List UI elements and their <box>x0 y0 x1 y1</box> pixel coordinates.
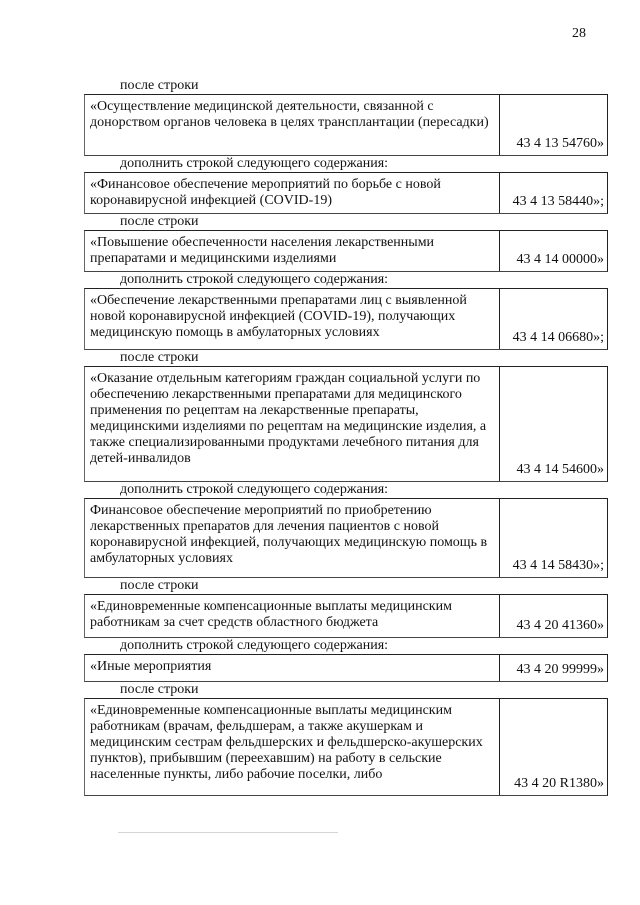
page-number: 28 <box>572 26 586 41</box>
row-code: 43 4 13 54760» <box>516 136 604 151</box>
instruction-text: дополнить строкой следующего содержания: <box>120 638 389 653</box>
row-code: 43 4 14 06680»; <box>512 330 604 345</box>
instruction-text: дополнить строкой следующего содержания: <box>120 482 389 497</box>
table-row <box>84 94 608 156</box>
table-row <box>84 366 608 482</box>
row-name: «Единовременные компенсационные выплаты медицинским работникам за счет средств областного бюджета <box>85 595 500 637</box>
table-row <box>84 698 608 796</box>
row-name: «Обеспечение лекарственными препаратами лиц с выявленной новой коронавирусной инфекцией (COVID-19), получающих медицинскую помощь в амбулаторных условиях <box>85 289 500 349</box>
row-code: 43 4 14 58430»; <box>512 558 604 573</box>
row-code: 43 4 14 00000» <box>516 252 604 267</box>
table-row <box>84 172 608 214</box>
table-row <box>84 594 608 638</box>
table-row <box>84 498 608 578</box>
scan-artifact-line <box>118 832 338 833</box>
instruction-text: дополнить строкой следующего содержания: <box>120 156 389 171</box>
table-row <box>84 288 608 350</box>
row-code: 43 4 20 99999» <box>516 662 604 677</box>
instruction-text: дополнить строкой следующего содержания: <box>120 272 389 287</box>
row-name: Финансовое обеспечение мероприятий по приобретению лекарственных препаратов для лечения пациентов с новой коронавирусной инфекцией, получающих медицинскую помощь в амбулаторных условиях <box>85 499 500 577</box>
instruction-text: после строки <box>120 350 199 365</box>
table-row <box>84 230 608 272</box>
row-name: «Оказание отдельным категориям граждан социальной услуги по обеспечению лекарственными препаратами для медицинского применения по рецептам на лекарственные препараты, медицинскими изделиями по рецептам на медицинские изделия, а также специализированными продуктами лечебного питания для детей-инвалидов <box>85 367 500 481</box>
instruction-text: после строки <box>120 682 199 697</box>
row-code: 43 4 20 R1380» <box>514 776 604 791</box>
amendment-list <box>84 78 608 796</box>
row-name: «Осуществление медицинской деятельности, связанной с донорством органов человека в целях трансплантации (пересадки) <box>85 95 500 155</box>
row-code: 43 4 20 41360» <box>516 618 604 633</box>
instruction-text: после строки <box>120 78 199 93</box>
row-name: «Повышение обеспеченности населения лекарственными препаратами и медицинскими изделиями <box>85 231 500 271</box>
instruction-text: после строки <box>120 578 199 593</box>
row-name: «Единовременные компенсационные выплаты медицинским работникам (врачам, фельдшерам, а также акушеркам и медицинским сестрам фельдшерских и фельдшерско-акушерских пунктов), прибывшим (переехавшим) на работу в сельские населенные пункты, либо рабочие поселки, либо <box>85 699 500 795</box>
row-code: 43 4 13 58440»; <box>512 194 604 209</box>
table-row <box>84 654 608 682</box>
row-name: «Иные мероприятия <box>85 655 500 681</box>
row-code: 43 4 14 54600» <box>516 462 604 477</box>
row-name: «Финансовое обеспечение мероприятий по борьбе с новой коронавирусной инфекцией (COVID-19) <box>85 173 500 213</box>
instruction-text: после строки <box>120 214 199 229</box>
